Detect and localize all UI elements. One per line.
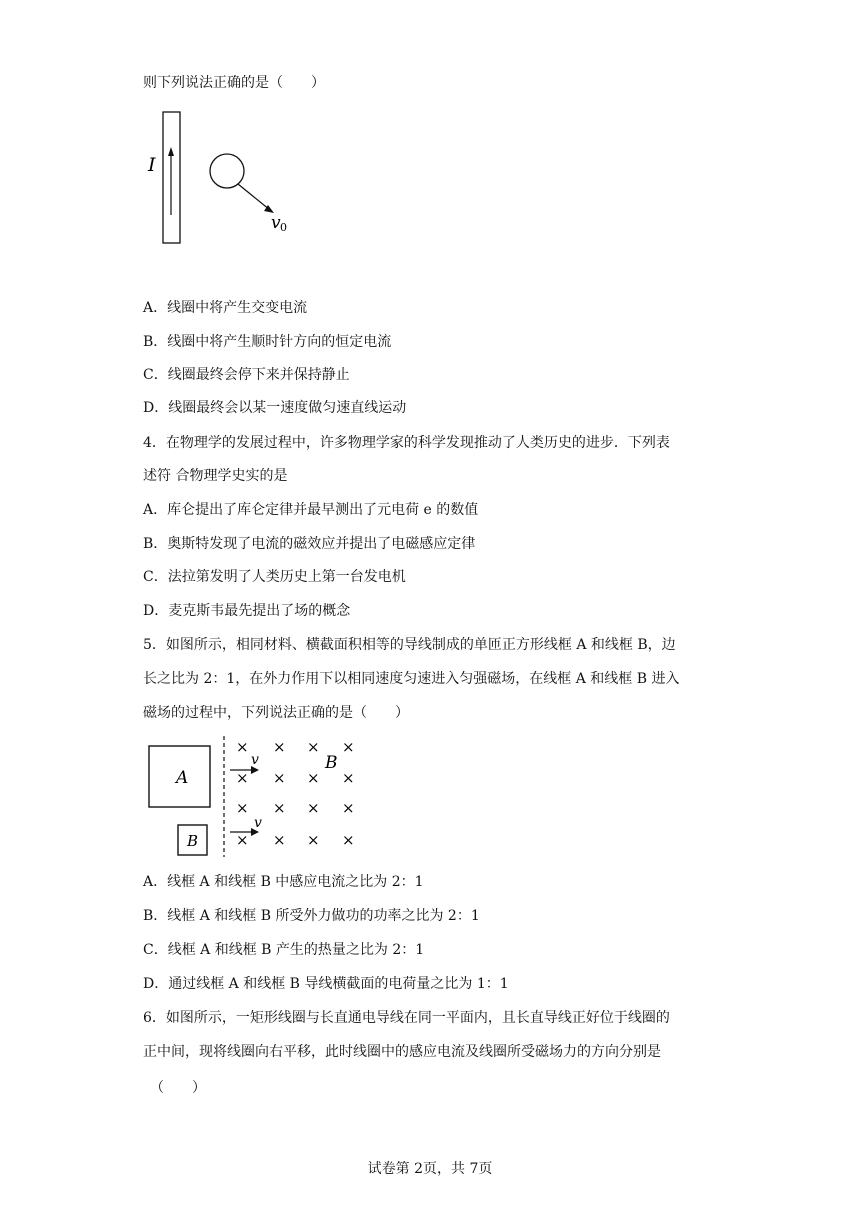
q5-stem-line1: 5．如图所示，相同材料、横截面积相等的导线制成的单匝正方形线框 A 和线框 B，边 [143,637,676,653]
field-label: B [325,753,338,773]
q3-option-a: A．线圈中将产生交变电流 [143,300,308,316]
current-label: I [148,154,156,176]
field-mark: × [307,831,320,849]
velocity-label-b: v [254,815,262,831]
velocity-label: v [271,213,281,233]
q5-option-d: D．通过线框 A 和线框 B 导线横截面的电荷量之比为 1：1 [143,976,509,992]
q5-stem-line2: 长之比为 2：1，在外力作用下以相同速度匀速进入匀强磁场，在线框 A 和线框 B 进入 [143,671,680,687]
field-mark: × [342,769,355,787]
q4-option-b: B．奥斯特发现了电流的磁效应并提出了电磁感应定律 [143,536,476,552]
field-mark: × [236,831,249,849]
q3-option-b: B．线圈中将产生顺时针方向的恒定电流 [143,334,392,350]
circular-coil [210,154,244,188]
q5-option-a: A．线框 A 和线框 B 中感应电流之比为 2：1 [143,874,424,890]
field-mark: × [236,738,249,756]
q5-option-b: B．线框 A 和线框 B 所受外力做功的功率之比为 2：1 [143,908,480,924]
q4-option-c: C．法拉第发明了人类历史上第一台发电机 [143,569,406,585]
page-footer: 试卷第 2页，共 7页 [367,1161,493,1177]
q4-option-d: D．麦克斯韦最先提出了场的概念 [143,603,351,619]
field-mark: × [273,738,286,756]
current-arrow-head [168,147,174,156]
q5-stem-line3: 磁场的过程中，下列说法正确的是（ ） [143,705,409,721]
field-mark: × [342,831,355,849]
field-mark: × [342,738,355,756]
field-mark: × [236,769,249,787]
field-mark: × [236,799,249,817]
field-mark: × [307,799,320,817]
field-mark: × [307,738,320,756]
field-mark: × [342,799,355,817]
q4-stem-line2: 述符 合物理学史实的是 [143,468,288,484]
q6-stem-line3: （ ） [150,1080,206,1096]
velocity-arrow [238,184,270,210]
q4-option-a: A．库仑提出了库仑定律并最早测出了元电荷 e 的数值 [143,502,479,518]
q6-stem-line1: 6．如图所示，一矩形线圈与长直通电导线在同一平面内，且长直导线正好位于线圈的 [143,1010,670,1026]
q5-figure-frames-entering-field [140,733,370,861]
velocity-label-a: v [251,752,259,768]
q5-option-c: C．线框 A 和线框 B 产生的热量之比为 2：1 [143,942,425,958]
q3-option-c: C．线圈最终会停下来并保持静止 [143,367,350,383]
q3-figure-wire-and-coil [140,105,300,245]
field-mark: × [307,769,320,787]
q3-option-d: D．线圈最终会以某一速度做匀速直线运动 [143,400,407,416]
velocity-subscript: 0 [280,221,287,234]
field-mark: × [273,799,286,817]
frame-b-label: B [187,832,199,850]
field-mark: × [273,831,286,849]
q3-stem-tail: 则下列说法正确的是（ ） [143,75,325,91]
field-mark: × [273,769,286,787]
frame-a-label: A [176,768,189,788]
q6-stem-line2: 正中间，现将线圈向右平移，此时线圈中的感应电流及线圈所受磁场力的方向分别是 [143,1044,661,1060]
q4-stem-line1: 4．在物理学的发展过程中，许多物理学家的科学发现推动了人类历史的进步．下列表 [143,435,670,451]
